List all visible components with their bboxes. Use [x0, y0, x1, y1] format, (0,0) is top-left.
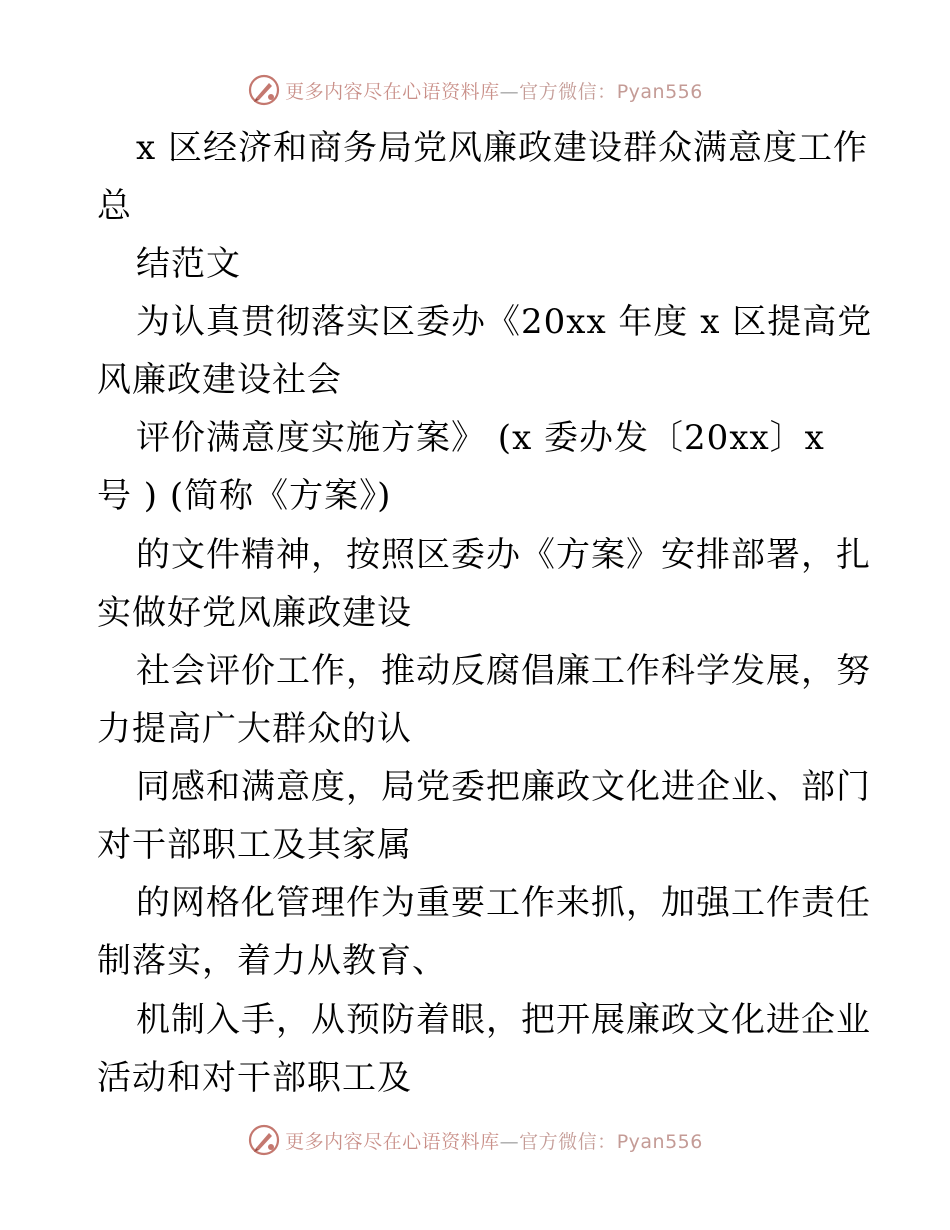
text-line: 实做好党风廉政建设 — [97, 593, 412, 633]
watermark-suffix: 官方微信： — [519, 1130, 617, 1153]
text-line: 制落实，着力从教育、 — [97, 941, 447, 981]
pen-seal-icon — [247, 1123, 281, 1157]
text-line: 的文件精神，按照区委办《方案》安排部署，扎 — [136, 535, 871, 575]
watermark-suffix: 官方微信： — [519, 80, 617, 103]
text-line: 评价满意度实施方案》 (x 委办发〔20xx〕x — [136, 418, 825, 458]
text-line: 风廉政建设社会 — [97, 360, 342, 400]
watermark-text — [285, 1127, 703, 1154]
text-line: 为认真贯彻落实区委办《20xx 年度 x 区提高党 — [136, 302, 873, 342]
text-line: 总 — [97, 186, 132, 226]
text-line: 社会评价工作，推动反腐倡廉工作科学发展，努 — [136, 651, 871, 691]
text-line: 对干部职工及其家属 — [97, 825, 412, 865]
pen-seal-icon — [247, 73, 281, 107]
watermark-separator: — — [499, 80, 520, 103]
text-line: 结范文 — [136, 244, 241, 284]
text-line: 的网格化管理作为重要工作来抓，加强工作责任 — [136, 883, 871, 923]
watermark-name: 更多内容尽在心语资料库 — [285, 1130, 500, 1153]
text-line: 机制入手，从预防着眼，把开展廉政文化进企业 — [136, 1000, 871, 1040]
footer-watermark — [0, 1120, 950, 1160]
watermark-id: Pyan556 — [616, 80, 703, 103]
header-watermark — [0, 70, 950, 110]
text-line: 号 ) (简称《方案》) — [97, 476, 392, 516]
watermark-id: Pyan556 — [616, 1130, 703, 1153]
watermark-text — [285, 77, 703, 104]
text-line: 力提高广大群众的认 — [97, 709, 412, 749]
text-line: 同感和满意度，局党委把廉政文化进企业、部门 — [136, 767, 871, 807]
text-line: x 区经济和商务局党风廉政建设群众满意度工作 — [136, 128, 868, 168]
watermark-name: 更多内容尽在心语资料库 — [285, 80, 500, 103]
text-line: 活动和对干部职工及 — [97, 1058, 412, 1098]
watermark-separator: — — [499, 1130, 520, 1153]
